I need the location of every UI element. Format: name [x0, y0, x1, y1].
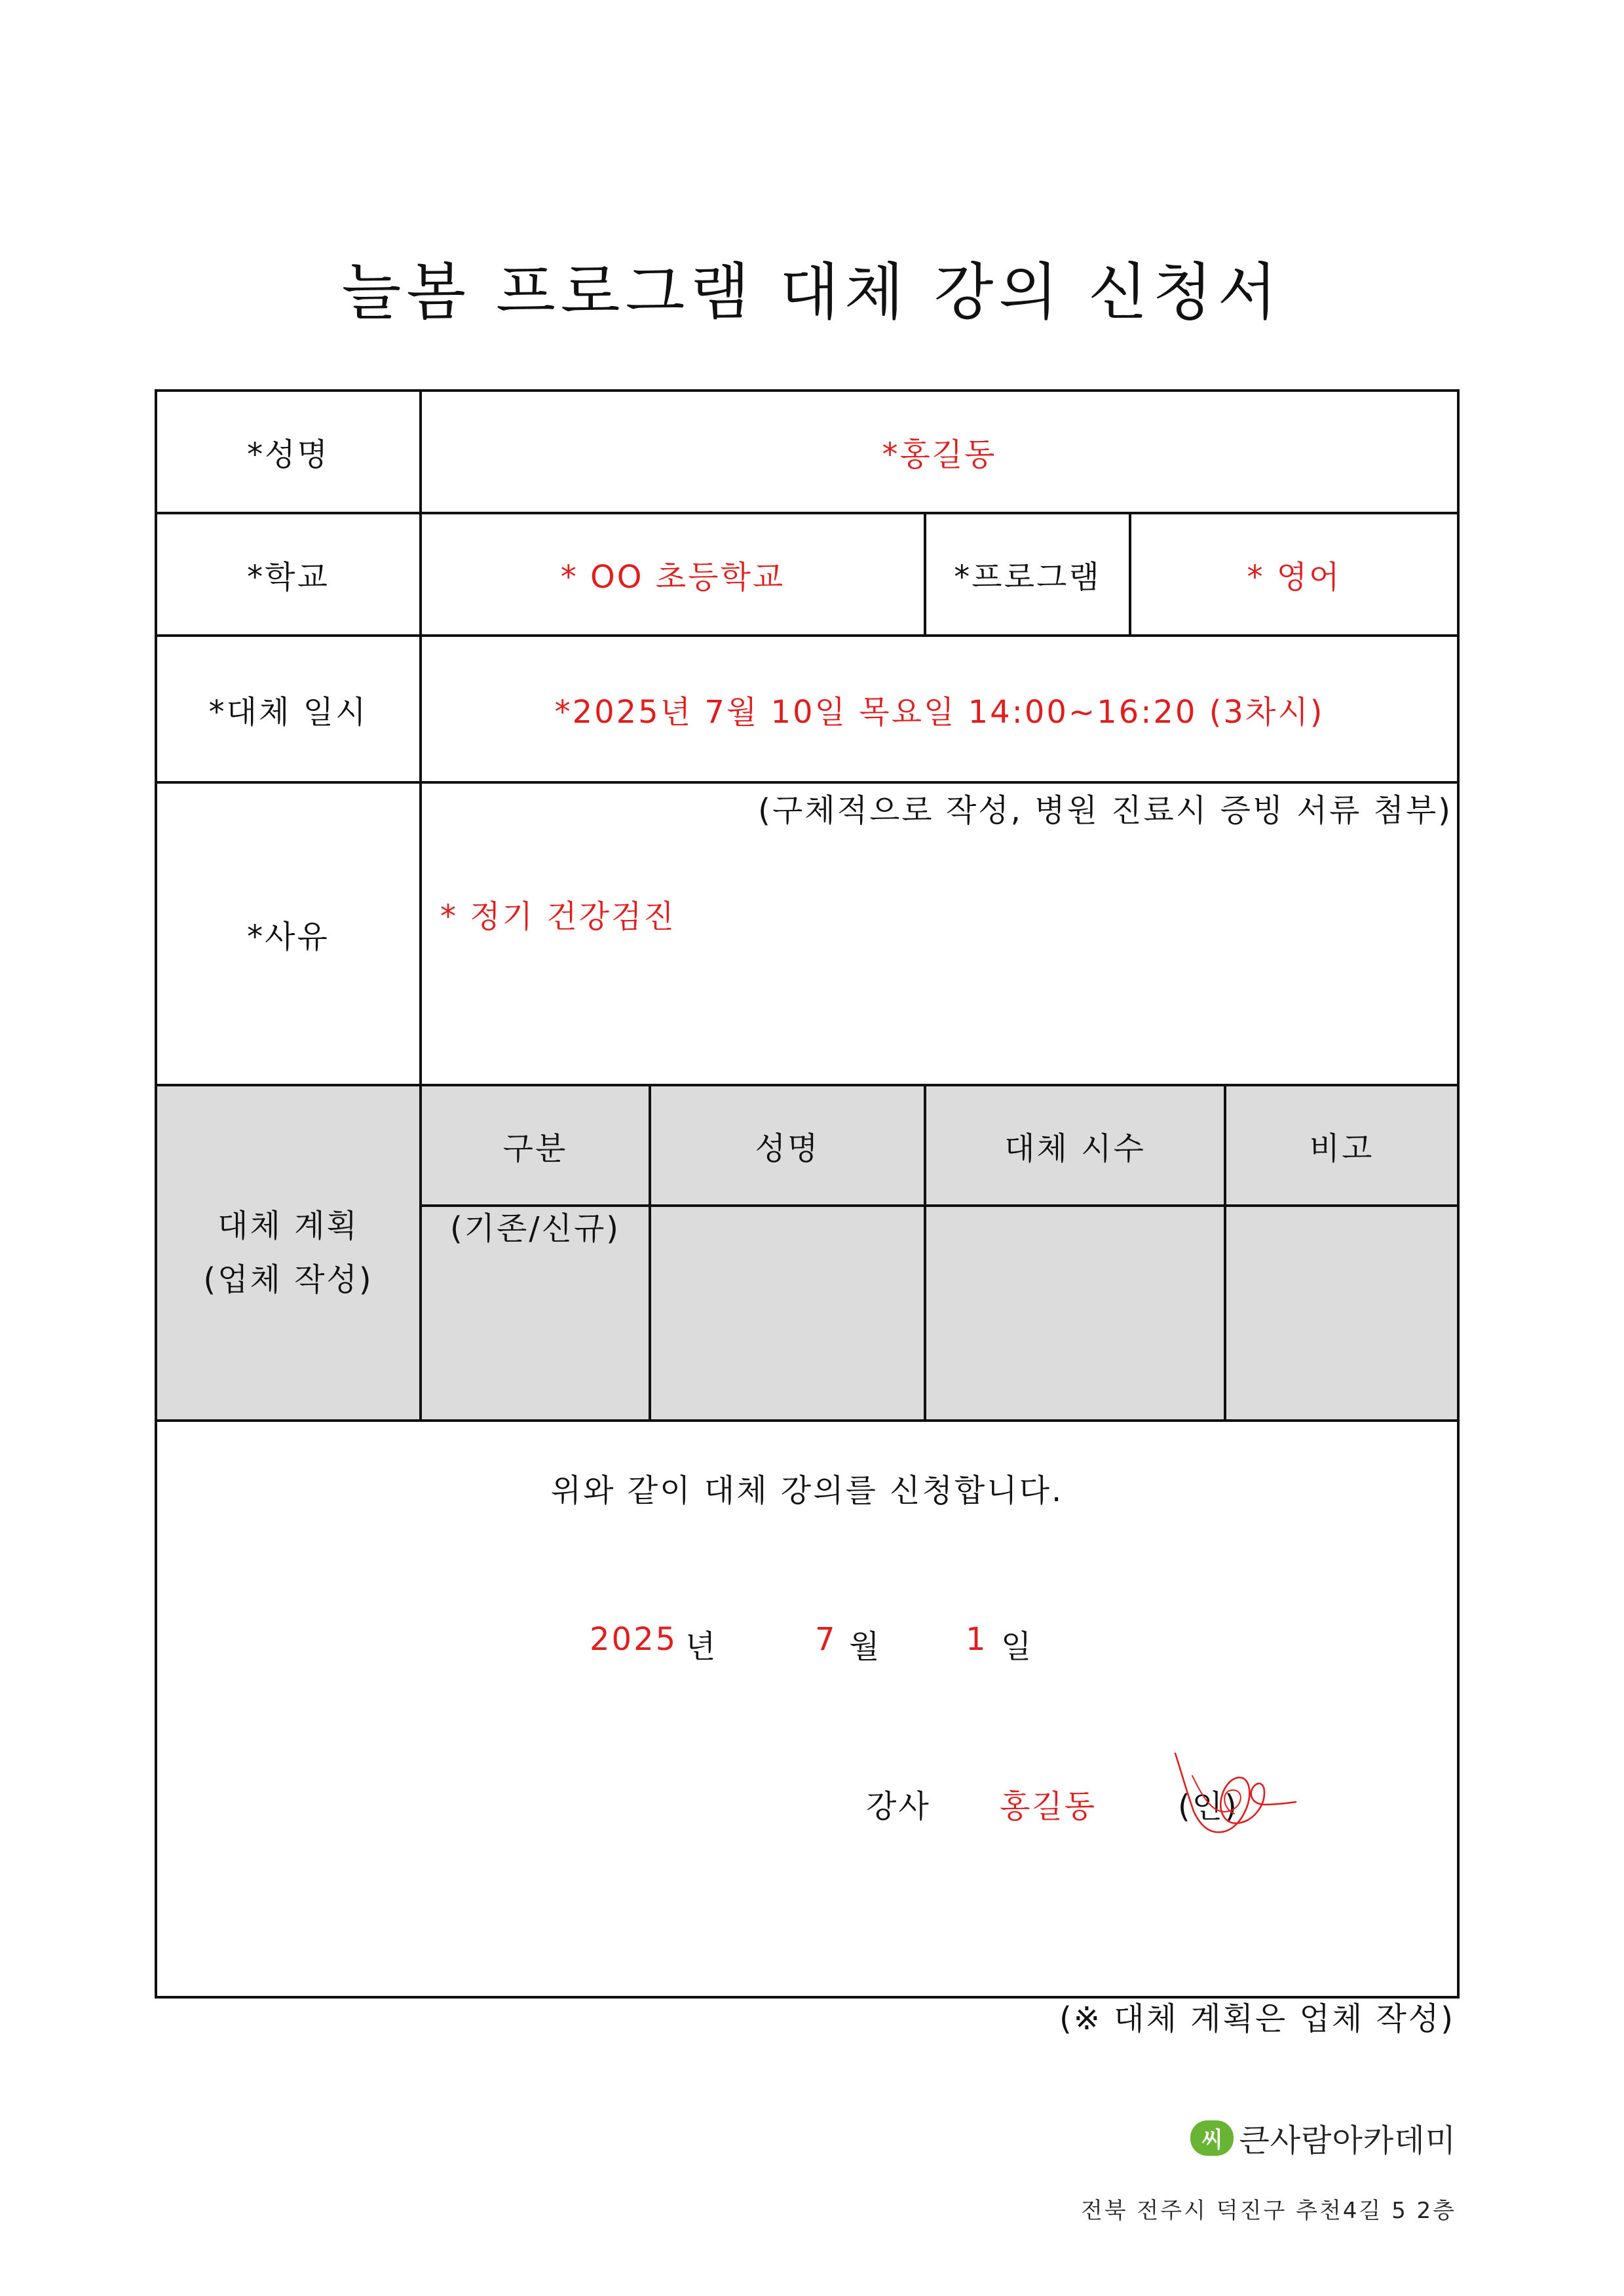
signature-scribble [1166, 1743, 1297, 1848]
date-month-unit: 월 [849, 1628, 882, 1665]
signature-stroke [1192, 1776, 1241, 1814]
date-day-unit: 일 [1001, 1628, 1034, 1665]
application-statement: 위와 같이 대체 강의를 신청합니다. [550, 1472, 1064, 1509]
program-value: * 영어 [1247, 559, 1342, 596]
datetime-value: *2025년 7월 10일 목요일 14:00~16:20 (3차시) [554, 693, 1325, 731]
seal-placeholder: (인) [1178, 1788, 1239, 1825]
lecturer-name: 홍길동 [1000, 1788, 1097, 1825]
plan-header-note: 비고 [1309, 1130, 1374, 1167]
plan-note: (※ 대체 계획은 업체 작성) [1059, 2000, 1455, 2037]
date-year-unit: 년 [685, 1628, 718, 1665]
plan-label-line2: (업체 작성) [203, 1261, 373, 1298]
date-month: 7 [815, 1621, 837, 1658]
brand-name: 큰사람아카데미 [1239, 2122, 1456, 2159]
plan-type-subtitle: (기존/신규) [449, 1210, 621, 1247]
name-label: *성명 [247, 436, 330, 473]
plan-label [157, 1086, 419, 1419]
reason-label: *사유 [247, 918, 330, 955]
date-year: 2025 [590, 1621, 678, 1658]
name-value: *홍길동 [882, 436, 997, 473]
signature-stroke [1175, 1753, 1296, 1832]
school-value: * OO 초등학교 [560, 559, 785, 596]
brand-logo [1190, 2115, 1456, 2160]
datetime-label: *대체 일시 [208, 693, 368, 731]
plan-header-type: 구분 [502, 1130, 568, 1167]
plan-header-hours: 대체 시수 [1004, 1130, 1146, 1167]
plan-header-name: 성명 [755, 1130, 820, 1167]
brand-address: 전북 전주시 덕진구 추천4길 5 2층 [1080, 2198, 1456, 2224]
school-label: *학교 [247, 559, 330, 596]
reason-instruction: (구체적으로 작성, 병원 진료시 증빙 서류 첨부) [758, 792, 1452, 829]
row-divider [155, 1419, 1460, 1422]
plan-label-line1: 대체 계획 [217, 1208, 359, 1244]
brand-logo-icon: 씨 [1190, 2120, 1234, 2156]
document-title: 늘봄 프로그램 대체 강의 신청서 [341, 257, 1283, 328]
lecturer-label: 강사 [866, 1788, 931, 1825]
date-day: 1 [966, 1621, 988, 1658]
program-label: *프로그램 [954, 559, 1101, 596]
reason-value: * 정기 건강검진 [440, 898, 676, 935]
